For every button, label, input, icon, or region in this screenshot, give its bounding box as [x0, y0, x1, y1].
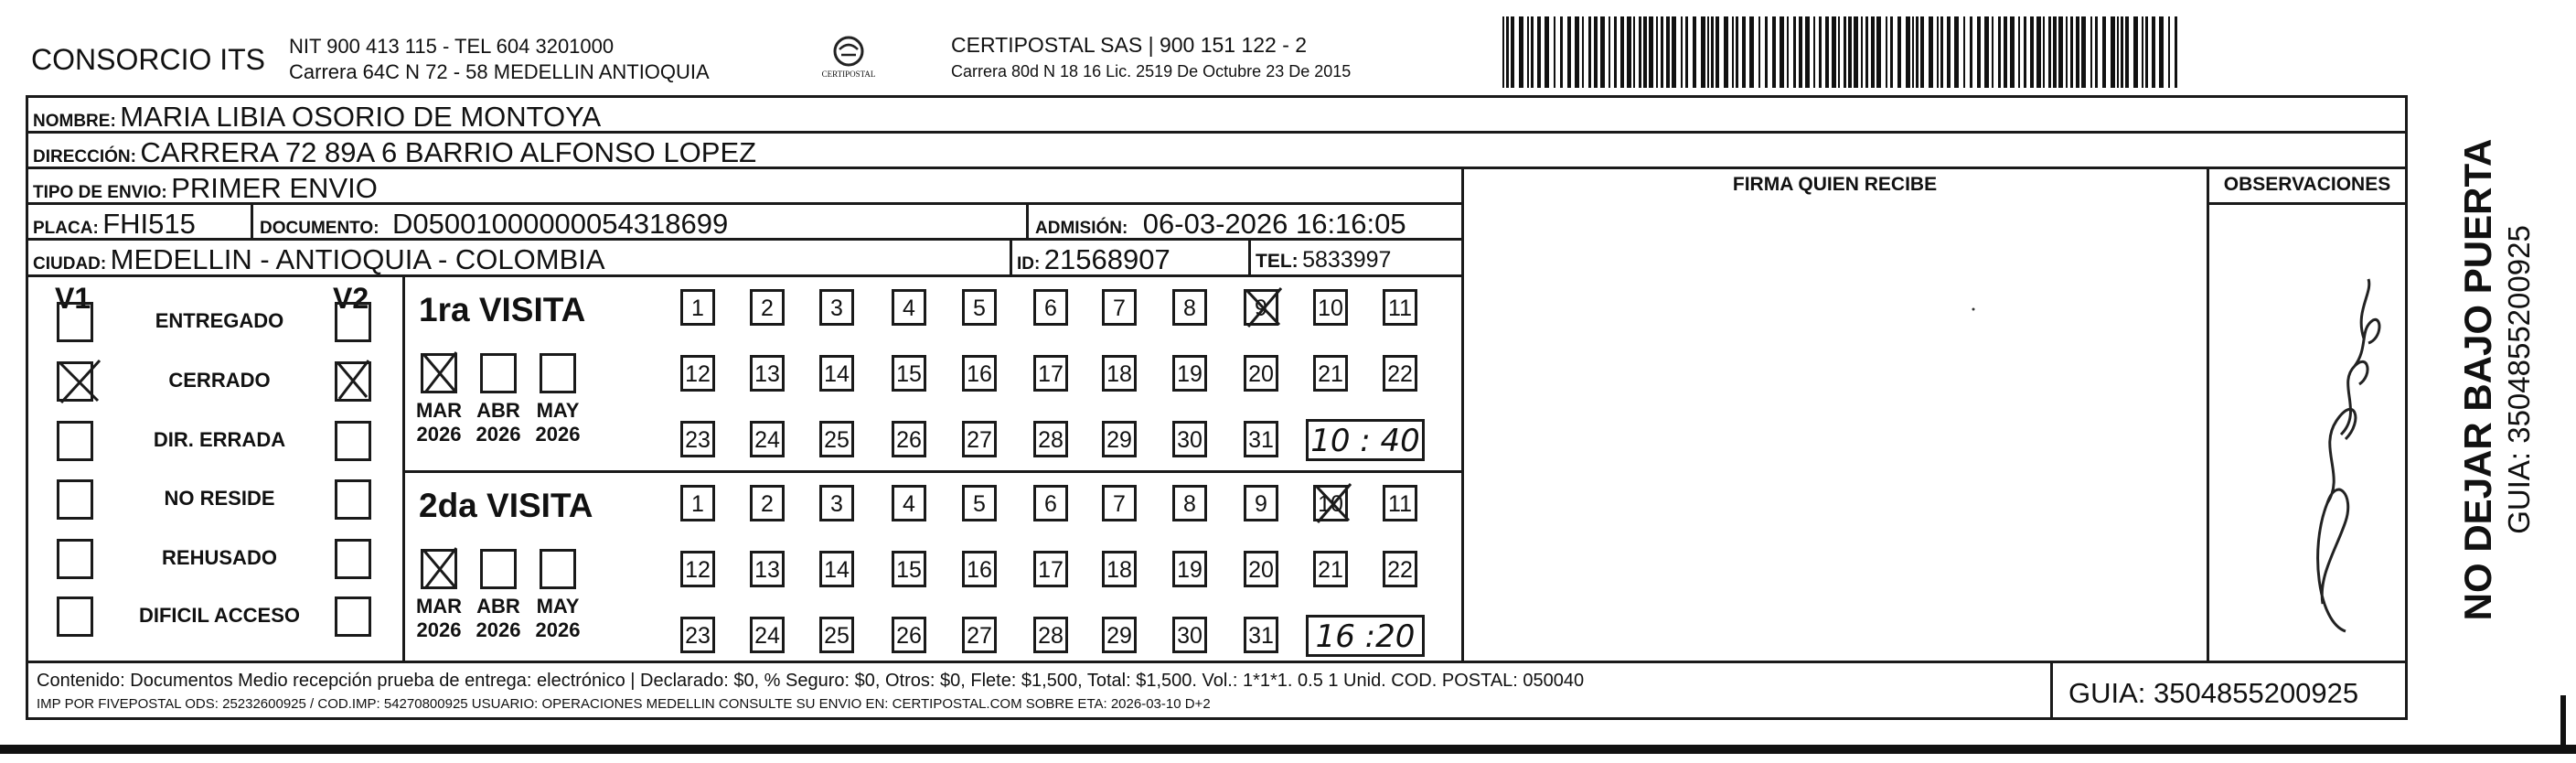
barcode-bar [1582, 16, 1584, 88]
v1-checkbox[interactable] [57, 479, 93, 520]
barcode-bar [1620, 16, 1624, 88]
barcode-bar [1594, 16, 1598, 88]
day-box[interactable]: 1 [680, 289, 715, 326]
day-box[interactable]: 13 [750, 355, 785, 392]
col-line [402, 274, 405, 662]
day-box[interactable]: 14 [819, 355, 854, 392]
day-box[interactable]: 22 [1383, 355, 1417, 392]
col-line [251, 202, 253, 240]
barcode-bar [1600, 16, 1605, 88]
day-box[interactable]: 19 [1172, 355, 1207, 392]
day-box[interactable]: 15 [892, 355, 926, 392]
barcode-bar [1685, 16, 1688, 88]
day-box[interactable]: 5 [962, 289, 997, 326]
month-name: ABR [476, 595, 520, 618]
barcode-bar [1575, 16, 1579, 88]
v2-header: V2 [333, 282, 369, 315]
barcode-bar [2010, 16, 2015, 88]
barcode-bar [1519, 16, 1523, 88]
visit-time[interactable]: 10 : 40 [1306, 419, 1425, 461]
day-box[interactable]: 2 [750, 289, 785, 326]
barcode-bar [2036, 16, 2041, 88]
direccion-label: DIRECCIÓN: [33, 147, 136, 167]
barcode-bar [2018, 16, 2020, 88]
barcode-bar [1560, 16, 1563, 88]
day-box[interactable]: 18 [1102, 551, 1137, 587]
day-box[interactable]: 9 [1244, 485, 1278, 521]
barcode-bar [1897, 16, 1901, 88]
barcode-bar [2004, 16, 2007, 88]
day-box[interactable]: 19 [1172, 551, 1207, 587]
barcode-bar [1701, 16, 1705, 88]
month-check-mark [418, 349, 460, 396]
day-box[interactable]: 30 [1172, 421, 1207, 457]
barcode-bar [1992, 16, 1993, 88]
day-box[interactable]: 26 [892, 617, 926, 653]
barcode-bar [1633, 16, 1635, 88]
month-name: ABR [476, 399, 520, 422]
day-box[interactable]: 13 [750, 551, 785, 587]
day-box[interactable]: 29 [1102, 617, 1137, 653]
day-box[interactable]: 4 [892, 289, 926, 326]
day-box[interactable]: 18 [1102, 355, 1137, 392]
day-box[interactable]: 31 [1244, 617, 1278, 653]
tipo-value: PRIMER ENVIO [171, 172, 378, 204]
v1-checkbox[interactable] [57, 302, 93, 342]
day-box[interactable]: 8 [1172, 289, 1207, 326]
v2-checkbox[interactable] [335, 479, 371, 520]
month-year: 2026 [535, 423, 581, 446]
day-box[interactable]: 17 [1033, 355, 1068, 392]
admision-value: 06-03-2026 16:16:05 [1142, 208, 1406, 240]
month-name: MAY [536, 399, 580, 422]
footer-content-line: Contenido: Documentos Medio recepción prueba de entrega: electrónico | Declarado: $0, % Seguro: $0, Otros: $0, Flete: $1,500, Total: $1,500. Vol.: 1*1*1. 0.5 1 Unid. COD. POSTAL: 050040 [37, 671, 1585, 691]
barcode-bar [1749, 16, 1754, 88]
v1-checkbox[interactable] [57, 361, 93, 402]
barcode-bar [1765, 16, 1768, 88]
day-box[interactable]: 4 [892, 485, 926, 521]
day-box[interactable]: 14 [819, 551, 854, 587]
barcode-bar [2102, 16, 2106, 88]
barcode-bar [1742, 16, 1746, 88]
day-box[interactable]: 10 [1313, 485, 1348, 521]
observaciones-header: OBSERVACIONES [2223, 174, 2391, 195]
barcode-bar [2066, 16, 2068, 88]
barcode-bar [1531, 16, 1534, 88]
day-box[interactable]: 25 [819, 617, 854, 653]
day-box[interactable]: 25 [819, 421, 854, 457]
tipo-label: TIPO DE ENVIO: [33, 183, 167, 202]
barcode-bar [1661, 16, 1663, 88]
tel-value: 5833997 [1302, 247, 1392, 273]
day-box[interactable]: 3 [819, 289, 854, 326]
nombre-label: NOMBRE: [33, 112, 116, 131]
barcode-bar [1711, 16, 1714, 88]
barcode-bar [2111, 16, 2115, 88]
v1-check-mark [54, 357, 103, 406]
firma-header: FIRMA QUIEN RECIBE [1732, 174, 1938, 195]
side-warning [2451, 119, 2506, 640]
barcode-bar [1649, 16, 1653, 88]
day-box[interactable]: 16 [962, 355, 997, 392]
direccion-value: CARRERA 72 89A 6 BARRIO ALFONSO LOPEZ [140, 136, 757, 168]
barcode-bar [1876, 16, 1881, 88]
day-box[interactable]: 29 [1102, 421, 1137, 457]
barcode-bar [1527, 16, 1529, 88]
day-box[interactable]: 7 [1102, 289, 1137, 326]
day-box[interactable]: 23 [680, 421, 715, 457]
row-line [402, 470, 1463, 473]
barcode-bar [1871, 16, 1875, 88]
ciudad-value: MEDELLIN - ANTIOQUIA - COLOMBIA [110, 243, 605, 275]
v2-checkbox[interactable] [335, 361, 371, 402]
carrier-line: CERTIPOSTAL SAS | 900 151 122 - 2 [951, 33, 1308, 57]
v2-checkbox[interactable] [335, 421, 371, 461]
day-box[interactable]: 6 [1033, 485, 1068, 521]
barcode-bar [1861, 16, 1863, 88]
month-checkbox[interactable] [421, 353, 457, 393]
barcode-bar [2090, 16, 2092, 88]
ciudad-label: CIUDAD: [33, 254, 107, 274]
barcode-bar [2121, 16, 2123, 88]
id-row [1017, 243, 1170, 276]
col-line [2050, 661, 2053, 719]
barcode-bar [1844, 16, 1846, 88]
admision-label: ADMISIÓN: [1035, 219, 1128, 238]
day-box[interactable]: 24 [750, 421, 785, 457]
barcode-bar [1906, 16, 1910, 88]
row-line [2207, 202, 2408, 205]
barcode-bar [1838, 16, 1840, 88]
barcode-bar [1614, 16, 1617, 88]
barcode-bar [1890, 16, 1893, 88]
day-box[interactable]: 31 [1244, 421, 1278, 457]
month-year: 2026 [476, 423, 521, 446]
placa-label: PLACA: [33, 219, 99, 238]
ciudad-row [33, 243, 605, 276]
barcode-bar [2142, 16, 2143, 88]
barcode-bar [2081, 16, 2086, 88]
day-box[interactable]: 27 [962, 617, 997, 653]
barcode [1502, 16, 2184, 88]
status-option-label: NO RESIDE [164, 487, 275, 510]
barcode-bar [1886, 16, 1887, 88]
day-check-mark [1310, 480, 1354, 526]
barcode-bar [1813, 16, 1815, 88]
recipient-signature [2208, 274, 2405, 659]
visit-time[interactable]: 16 :20 [1306, 615, 1425, 657]
month-year: 2026 [476, 618, 521, 641]
status-option-label: DIR. ERRADA [153, 428, 286, 451]
documento-row [260, 208, 728, 241]
barcode-bar [2095, 16, 2098, 88]
barcode-bar [1947, 16, 1951, 88]
barcode-bar [2048, 16, 2051, 88]
barcode-bar [2145, 16, 2148, 88]
v2-check-mark [332, 357, 372, 403]
stray-mark [1966, 302, 1984, 320]
day-box[interactable]: 12 [680, 551, 715, 587]
placa-value: FHI515 [102, 208, 196, 240]
day-box[interactable]: 28 [1033, 617, 1068, 653]
day-box[interactable]: 1 [680, 485, 715, 521]
day-box[interactable]: 10 [1313, 289, 1348, 326]
col-line [1010, 238, 1012, 275]
barcode-bar [1998, 16, 2001, 88]
barcode-bar [1819, 16, 1822, 88]
carrier-address-line: Carrera 80d N 18 16 Lic. 2519 De Octubre 23 De 2015 [951, 62, 1352, 81]
side-guia-number: GUIA: 3504855200925 [2502, 225, 2536, 534]
v1-checkbox[interactable] [57, 421, 93, 461]
status-option-label: CERRADO [168, 369, 271, 392]
day-box[interactable]: 6 [1033, 289, 1068, 326]
documento-value: D05001000000054318699 [392, 208, 729, 240]
barcode-bar [1954, 16, 1959, 88]
barcode-bar [2152, 16, 2155, 88]
day-box[interactable]: 23 [680, 617, 715, 653]
barcode-bar [1693, 16, 1696, 88]
month-check-mark [418, 544, 460, 592]
nombre-row [33, 101, 601, 134]
barcode-bar [2043, 16, 2045, 88]
barcode-bar [1545, 16, 1549, 88]
month-checkbox[interactable] [480, 549, 517, 589]
month-year: 2026 [416, 618, 462, 641]
month-name: MAR [415, 595, 463, 618]
v1-checkbox[interactable] [57, 596, 93, 637]
barcode-bar [1793, 16, 1796, 88]
placa-row [33, 208, 196, 241]
frame-left [26, 95, 28, 720]
day-box[interactable]: 20 [1244, 551, 1278, 587]
visit-title: 1ra VISITA [419, 291, 586, 328]
barcode-bar [2053, 16, 2057, 88]
barcode-bar [1970, 16, 1972, 88]
day-box[interactable]: 21 [1313, 551, 1348, 587]
bottom-edge [0, 745, 2576, 754]
footer-guia: GUIA: 3504855200925 [2068, 677, 2359, 709]
v1-checkbox[interactable] [57, 539, 93, 579]
barcode-bar [1825, 16, 1829, 88]
month-checkbox[interactable] [540, 549, 576, 589]
barcode-bar [1567, 16, 1571, 88]
barcode-bar [1506, 16, 1509, 88]
day-box[interactable]: 3 [819, 485, 854, 521]
no-dejar-bajo-puerta: NO DEJAR BAJO PUERTA [2456, 138, 2499, 621]
barcode-bar [2117, 16, 2119, 88]
day-box[interactable]: 24 [750, 617, 785, 653]
v1-header: V1 [55, 282, 91, 315]
month-checkbox[interactable] [480, 353, 517, 393]
barcode-bar [1724, 16, 1728, 88]
barcode-bar [1627, 16, 1631, 88]
certipostal-logo [817, 33, 881, 88]
barcode-bar [1940, 16, 1943, 88]
barcode-bar [2159, 16, 2164, 88]
barcode-bar [1912, 16, 1914, 88]
tipo-row [33, 172, 378, 205]
day-box[interactable]: 27 [962, 421, 997, 457]
month-year: 2026 [535, 618, 581, 641]
col-line [1248, 238, 1251, 275]
day-box[interactable]: 16 [962, 551, 997, 587]
barcode-bar [2076, 16, 2079, 88]
barcode-bar [1780, 16, 1784, 88]
month-checkbox[interactable] [540, 353, 576, 393]
barcode-bar [2133, 16, 2138, 88]
frame-right [2405, 95, 2408, 720]
day-box[interactable]: 15 [892, 551, 926, 587]
barcode-bar [1929, 16, 1933, 88]
company-nit-line: NIT 900 413 115 - TEL 604 3201000 [289, 35, 615, 58]
barcode-bar [1787, 16, 1789, 88]
status-option-label: DIFICIL ACCESO [138, 604, 300, 627]
barcode-bar [1848, 16, 1852, 88]
barcode-bar [1681, 16, 1683, 88]
day-box[interactable]: 22 [1383, 551, 1417, 587]
barcode-bar [2175, 16, 2177, 88]
status-option-label: REHUSADO [162, 546, 277, 569]
day-box[interactable]: 11 [1383, 485, 1417, 521]
barcode-bar [1707, 16, 1709, 88]
day-box[interactable]: 2 [750, 485, 785, 521]
nombre-value: MARIA LIBIA OSORIO DE MONTOYA [120, 101, 602, 133]
day-box[interactable]: 7 [1102, 485, 1137, 521]
day-box[interactable]: 11 [1383, 289, 1417, 326]
day-box[interactable]: 21 [1313, 355, 1348, 392]
day-box[interactable]: 17 [1033, 551, 1068, 587]
barcode-bar [1537, 16, 1541, 88]
barcode-bar [1977, 16, 1981, 88]
month-checkbox[interactable] [421, 549, 457, 589]
month-name: MAY [536, 595, 580, 618]
col-line [1026, 202, 1029, 240]
day-box[interactable]: 9 [1244, 289, 1278, 326]
barcode-bar [2070, 16, 2073, 88]
barcode-bar [2058, 16, 2063, 88]
barcode-bar [1609, 16, 1610, 88]
col-line [1461, 167, 1464, 662]
day-box[interactable]: 8 [1172, 485, 1207, 521]
day-box[interactable]: 5 [962, 485, 997, 521]
direccion-row [33, 136, 756, 169]
company-name: CONSORCIO ITS [31, 43, 266, 76]
day-box[interactable]: 30 [1172, 617, 1207, 653]
barcode-bar [1805, 16, 1810, 88]
documento-label: DOCUMENTO: [260, 219, 379, 238]
v2-checkbox[interactable] [335, 302, 371, 342]
day-box[interactable]: 26 [892, 421, 926, 457]
day-box[interactable]: 20 [1244, 355, 1278, 392]
side-guia [2501, 119, 2538, 640]
barcode-bar [1639, 16, 1641, 88]
day-check-mark [1241, 285, 1285, 330]
barcode-bar [1666, 16, 1670, 88]
status-option-label: ENTREGADO [155, 309, 284, 332]
barcode-bar [2024, 16, 2026, 88]
barcode-bar [1865, 16, 1868, 88]
v2-checkbox[interactable] [335, 596, 371, 637]
barcode-bar [1984, 16, 1989, 88]
barcode-bar [1554, 16, 1555, 88]
id-label: ID: [1017, 254, 1041, 274]
barcode-bar [1716, 16, 1719, 88]
company-address-line: Carrera 64C N 72 - 58 MEDELLIN ANTIOQUIA [289, 60, 710, 83]
barcode-bar [1854, 16, 1858, 88]
barcode-bar [1799, 16, 1802, 88]
barcode-bar [2125, 16, 2129, 88]
barcode-bar [1511, 16, 1514, 88]
barcode-bar [1732, 16, 1734, 88]
barcode-bar [2168, 16, 2170, 88]
barcode-bar [1937, 16, 1939, 88]
day-box[interactable]: 28 [1033, 421, 1068, 457]
v2-checkbox[interactable] [335, 539, 371, 579]
barcode-bar [1963, 16, 1965, 88]
right-edge-mark [2560, 695, 2566, 750]
tel-row [1256, 247, 1391, 274]
barcode-bar [1736, 16, 1738, 88]
barcode-bar [1916, 16, 1919, 88]
footer-print-line: IMP POR FIVEPOSTAL ODS: 25232600925 / COD.IMP: 54270800925 USUARIO: OPERACIONES MEDELLIN CONSULTE SU ENVIO EN: CERTIPOSTAL.COM SOBRE ETA: 2026-03-10 D+2 [37, 696, 1211, 712]
barcode-bar [1920, 16, 1924, 88]
barcode-bar [2030, 16, 2034, 88]
admision-row [1035, 208, 1406, 241]
month-name: MAR [415, 399, 463, 422]
barcode-bar [1672, 16, 1676, 88]
barcode-bar [1643, 16, 1647, 88]
visit-title: 2da VISITA [419, 487, 593, 524]
month-year: 2026 [416, 423, 462, 446]
tel-label: TEL: [1256, 251, 1299, 272]
barcode-bar [1832, 16, 1836, 88]
barcode-bar [1502, 16, 1504, 88]
day-box[interactable]: 12 [680, 355, 715, 392]
frame-top [26, 95, 2408, 98]
barcode-bar [1656, 16, 1658, 88]
barcode-bar [1772, 16, 1776, 88]
logo-caption: CERTIPOSTAL [821, 70, 876, 79]
barcode-bar [1588, 16, 1591, 88]
id-value: 21568907 [1043, 243, 1170, 275]
barcode-bar [1758, 16, 1760, 88]
